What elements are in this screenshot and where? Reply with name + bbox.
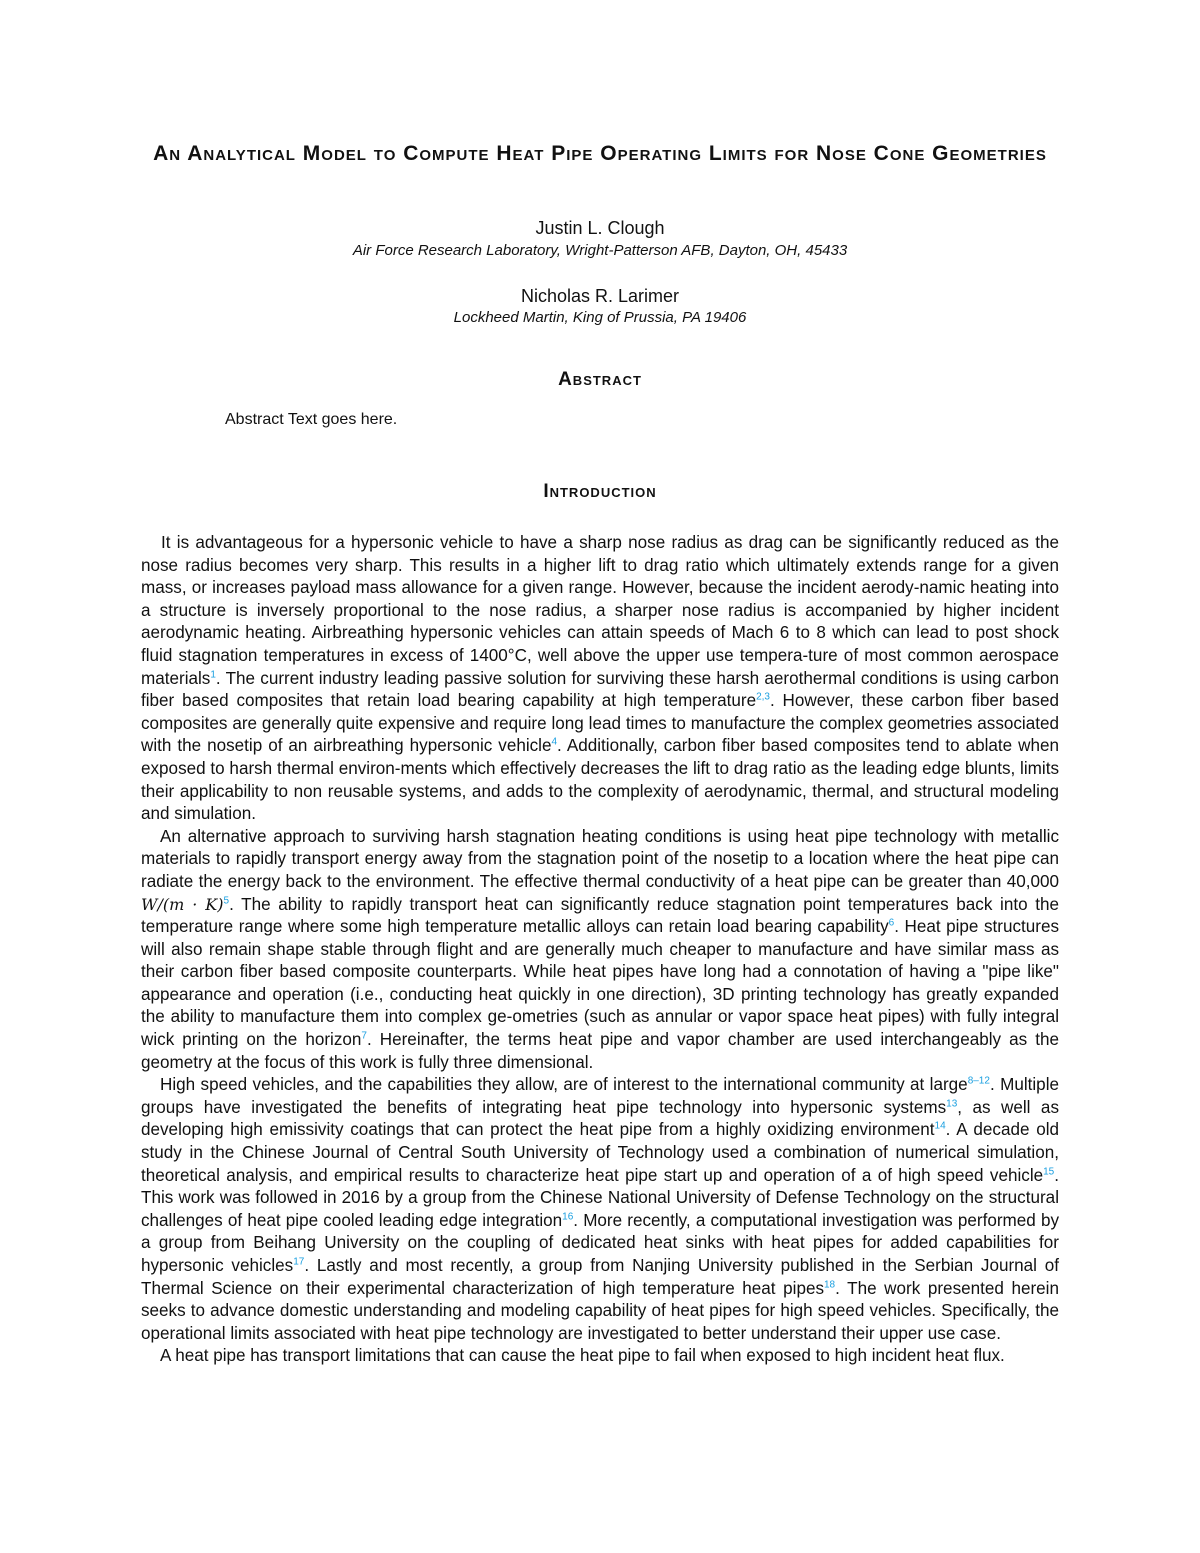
paper-title: An Analytical Model to Compute Heat Pipe Operating Limits for Nose Cone Geometries <box>153 142 1047 165</box>
citation-link[interactable]: 15 <box>1043 1165 1055 1177</box>
citation-link[interactable]: 14 <box>934 1120 946 1132</box>
citation-link[interactable]: 8–12 <box>967 1075 990 1087</box>
introduction-heading: Introduction <box>543 481 657 502</box>
abstract-text: Abstract Text goes here. <box>225 411 398 428</box>
citation-link[interactable]: 6 <box>888 917 895 929</box>
introduction-body <box>141 532 1059 1368</box>
citation-link[interactable]: 2,3 <box>756 691 770 703</box>
abstract-heading: Abstract <box>558 369 642 390</box>
citation-link[interactable]: 7 <box>361 1030 367 1042</box>
citation-link[interactable]: 17 <box>293 1256 305 1268</box>
paragraph: High speed vehicles, and the capabilities they allow, are of interest to the international community at large$^{8-12}$. Multiple groups have investigated the benefits of integrating heat pipe technology into hypersonic systems$^{13}$, as well as developing high emissivity coatings that can protect the heat pipe from a highly oxidizing environment$^{14}$. A decade old study in the Chinese Journal of Central South University of Technology used a combination of numerical simulation, theoretical analysis, and empirical results to characterize heat pipe start up and operation of a of high speed vehicle$^{15}$. This work was followed in 2016 by a group from the Chinese National University of Defense Technology on the structural challenges of heat pipe cooled leading edge integration$^{16}$. More recently, a computational investigation was performed by a group from Beihang University on the coupling of dedicated heat sinks with heat pipes for added capabilities for hypersonic vehicles$^{17}$. Lastly and most recently, a group from Nanjing University published in the Serbian Journal of Thermal Science on their experimental characterization of high temperature heat pipes$^{18}$. The work presented herein seeks to advance domestic understanding and modeling capability of heat pipes for high speed vehicles. Specifically, the operational limits associated with heat pipe technology are investigated to better understand their upper use case. <box>141 1075 1060 1343</box>
author-affiliation-2: Lockheed Martin, King of Prussia, PA 19406 <box>453 309 747 326</box>
citation-link[interactable]: 4 <box>551 736 558 748</box>
unit-formula: W/(m · K) <box>141 894 224 914</box>
citation-link[interactable]: 16 <box>562 1211 574 1223</box>
citation-link[interactable]: 1 <box>210 668 216 680</box>
author-name-2: Nicholas R. Larimer <box>520 286 680 306</box>
author-affiliation-1: Air Force Research Laboratory, Wright-Patterson AFB, Dayton, OH, 45433 <box>352 242 848 259</box>
citation-link[interactable]: 5 <box>223 894 230 906</box>
paragraph: A heat pipe has transport limitations that can cause the heat pipe to fail when exposed to high incident heat flux. <box>160 1346 1005 1366</box>
paragraph: An alternative approach to surviving harsh stagnation heating conditions is using heat pipe technology with metallic materials to rapidly transport energy away from the stagnation point of the nosetip to a location where the heat pipe can radiate the energy back to the environment. The effective thermal conductivity of a heat pipe can be greater than 40,000 W/(m · K)$^5$. The ability to rapidly transport heat can significantly reduce stagnation point temperatures back into the temperature range where some high temperature metallic alloys can retain load bearing capability$^6$. Heat pipe structures will also remain shape stable through flight and are generally much cheaper to manufacture and have similar mass as their carbon fiber based composite counterparts. While heat pipes have long had a connotation of having a "pipe like" appearance and operation (i.e., conducting heat quickly in one direction), 3D printing technology has greatly expanded the ability to manufacture them into complex ge-ometries (such as annular or vapor space heat pipes) with fully integral wick printing on the horizon$^7$. Hereinafter, the terms heat pipe and vapor chamber are used interchangeably as the geometry at the focus of this work is fully three dimensional. <box>141 826 1060 1072</box>
paragraph: It is advantageous for a hypersonic vehicle to have a sharp nose radius as drag can be significantly reduced as the nose radius becomes very sharp. This results in a higher lift to drag ratio which ultimately extends range for a given mass, or increases payload mass allowance for a given range. However, because the incident aerody-namic heating into a structure is inversely proportional to the nose radius, a sharper nose radius is accompanied by higher incident aerodynamic heating. Airbreathing hypersonic vehicles can attain speeds of Mach 6 to 8 which can lead to post shock fluid stagnation temperatures in excess of 1400°C, well above the upper use tempera-ture of most common aerospace materials$^1$. The current industry leading passive solution for surviving these harsh aerothermal conditions is using carbon fiber based composites that retain load bearing capability at high temperature$^{2,3}$. However, these carbon fiber based composites are generally quite expensive and require long lead times to manufacture the complex geometries associated with the nosetip of an airbreathing hypersonic vehicle$^4$. Additionally, carbon fiber based composites tend to ablate when exposed to harsh thermal environ-ments which effectively decreases the lift to drag ratio as the leading edge blunts, limits their applicability to non reusable systems, and adds to the complexity of aerodynamic, thermal, and structural modeling and simulation. <box>141 533 1059 824</box>
author-name-1: Justin L. Clough <box>535 218 665 238</box>
citation-link[interactable]: 13 <box>946 1098 958 1110</box>
citation-link[interactable]: 18 <box>824 1278 836 1290</box>
